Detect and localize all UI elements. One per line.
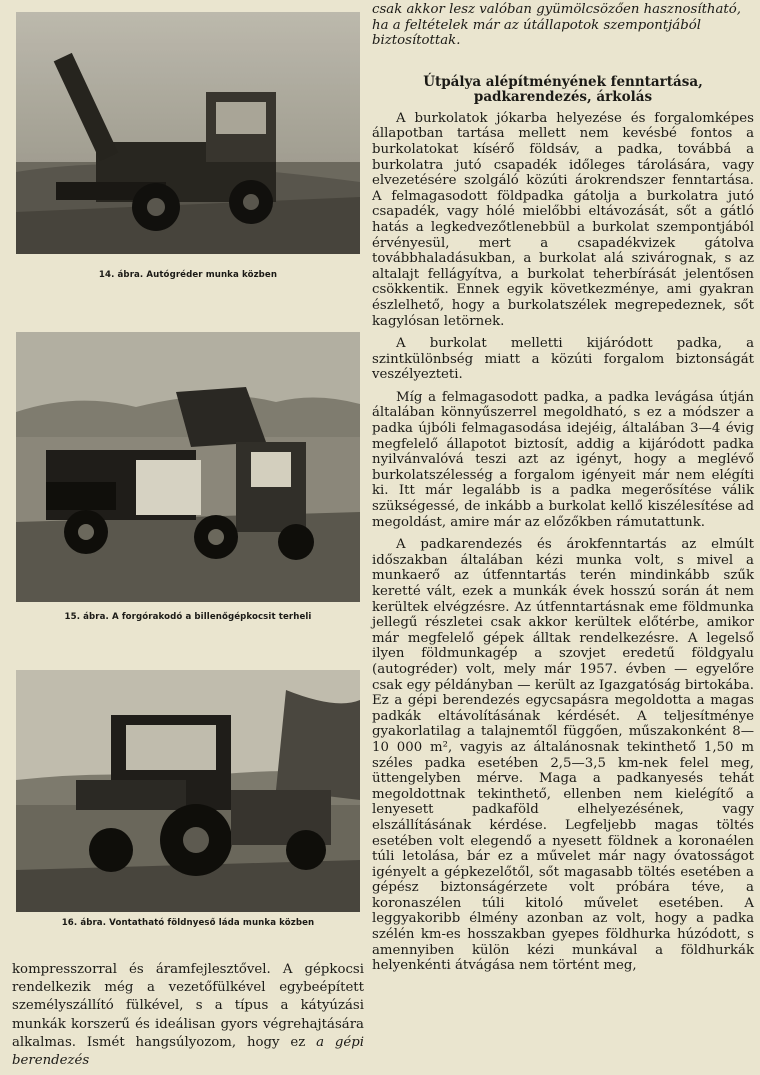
left-paragraph-plain: kompresszorral és áramfejlesztővel. A gépkocsi rendelkezik még a vezetőfülkével egybeépített személyszállító fülkével, s a típus a kátyúzási munkák korszerű és ideálisan gyors végrehajtására alkalmas. Ismét hangsúlyozom, hogy ez (12, 962, 364, 1050)
left-paragraph (12, 961, 364, 1070)
figure-14-caption: 14. ábra. Autógréder munka közben (98, 270, 278, 280)
figure-15-photo (16, 332, 360, 602)
left-paragraph-italic: a gépi berendezés (12, 1034, 364, 1069)
figure-16-photo (16, 670, 360, 912)
body-paragraph-1: A burkolatok jókarba helyezése és forgalomképes állapotban tartása mellett nem kevésbé fontos a burkolatokat kísérő földsáv, a padka, továbbá a burkolatra jutó csapadék időleges tárolására, vagy elvezetésére szolgáló közúti árokrendszer fenntartása. A felmagasodott földpadka gátolja a burkolatra jutó csapadék, vagy hólé mielőbbi eltávozását, sőt a gátló hatás a legkedvezőtlenebbül a burkolat szempontjából érvényesül, mert a csapadékvizek gátolva továbbhaladásukban, a burkolat alá szivárognak, s az altalajt fellágyítva, a burkolat teherbírását jelentősen csökkentik. Ennek egyik következménye, ami gyakran észlelhető, hogy a burkolatszélek megrepedeznek, sőt kagylósan letörnek. (372, 110, 754, 329)
figure-14-photo (16, 12, 360, 254)
body-paragraph-4: A padkarendezés és árokfenntartás az elmúlt időszakban általában kézi munka volt, s mivel a munkaerő az útfenntartás terén mindinkább szűk keretté vált, ezek a munkák évek hosszú során át nem kerültek elvégzésre. Az útfenntartásnak eme földmunka jellegű részletei csak akkor kerültek előtérbe, amikor már megfelelő gépek álltak rendelkezésre. A legelső ilyen földmunkagép a szovjet eredetű földgyalu (autogréder) volt, mely már 1957. évben — egyelőre csak egy példányban — került az Igazgatóság birtokába. Ez a gépi berendezés egycsapásra megoldotta a magas padkák eltávolításának kérdését. A teljesítménye gyakorlatilag a talajnemtől függően, műszakonként 8—10 000 m², vagyis az általánosnak tekinthető 1,50 m széles padka esetében 2,5—3,5 km-nek felel meg, üttengelyben mérve. Maga a padkanyesés tehát megoldottnak tekinthető, ellenben nem kielégítő a lenyesett padkaföld elhelyezésének, vagy elszállításának kérdése. Legfeljebb magas töltés esetében volt elegendő a nyesett földnek a koronaélen túli letolása, bár ez a művelet már nagy óvatosságot igényelt a gépkezelőtől, sőt magasabb töltés esetében a gépész biztonságérzete volt próbára téve, a koronaszélen túli kitoló művelet esetében. A leggyakoribb élmény azonban az volt, hogy a padka szélén km-es hosszakban gyepes földhurka húzódott, s amennyiben külön kézi munkával a földhurkák helyenkénti átvágása nem történt meg, (372, 537, 754, 974)
body-paragraph-2: A burkolat melletti kijáródott padka, a szintkülönbség miatt a közúti forgalom biztonságát veszélyezteti. (372, 336, 754, 383)
body-paragraph-3: Míg a felmagasodott padka, a padka levágása útján általában könnyűszerrel megoldható, s ez a módszer a padka újbóli felmagasodása idejéig, általában 3—4 évig megfelelő állapotot biztosít, addig a kijáródott padka nyilvánvalóvá teszi azt az igényt, hogy a meglévő burkolatszélesség a forgalom igényeit már nem elégíti ki. Itt már legalább is a padka megerősítése válik szükségessé, de inkább a burkolat kellő kiszélesítése ad megoldást, amire már az előzőkben rámutattunk. (372, 389, 754, 530)
left-body-text (12, 961, 364, 1070)
figure-15-caption: 15. ábra. A forgórakodó a billenőgépkocsit terheli (64, 612, 312, 622)
left-column (12, 0, 364, 1075)
figure-16-caption: 16. ábra. Vontatható földnyeső láda munka közben (61, 918, 315, 928)
right-column (372, 0, 754, 1075)
intro-italic-text: csak akkor lesz valóban gyümölcsözően hasznosítható, ha a feltételek már az útállapotok szempontjából biztosítottak. (372, 2, 741, 49)
section-heading: Útpálya alépítményének fenntartása, padkarendezés, árkolás (423, 73, 703, 106)
